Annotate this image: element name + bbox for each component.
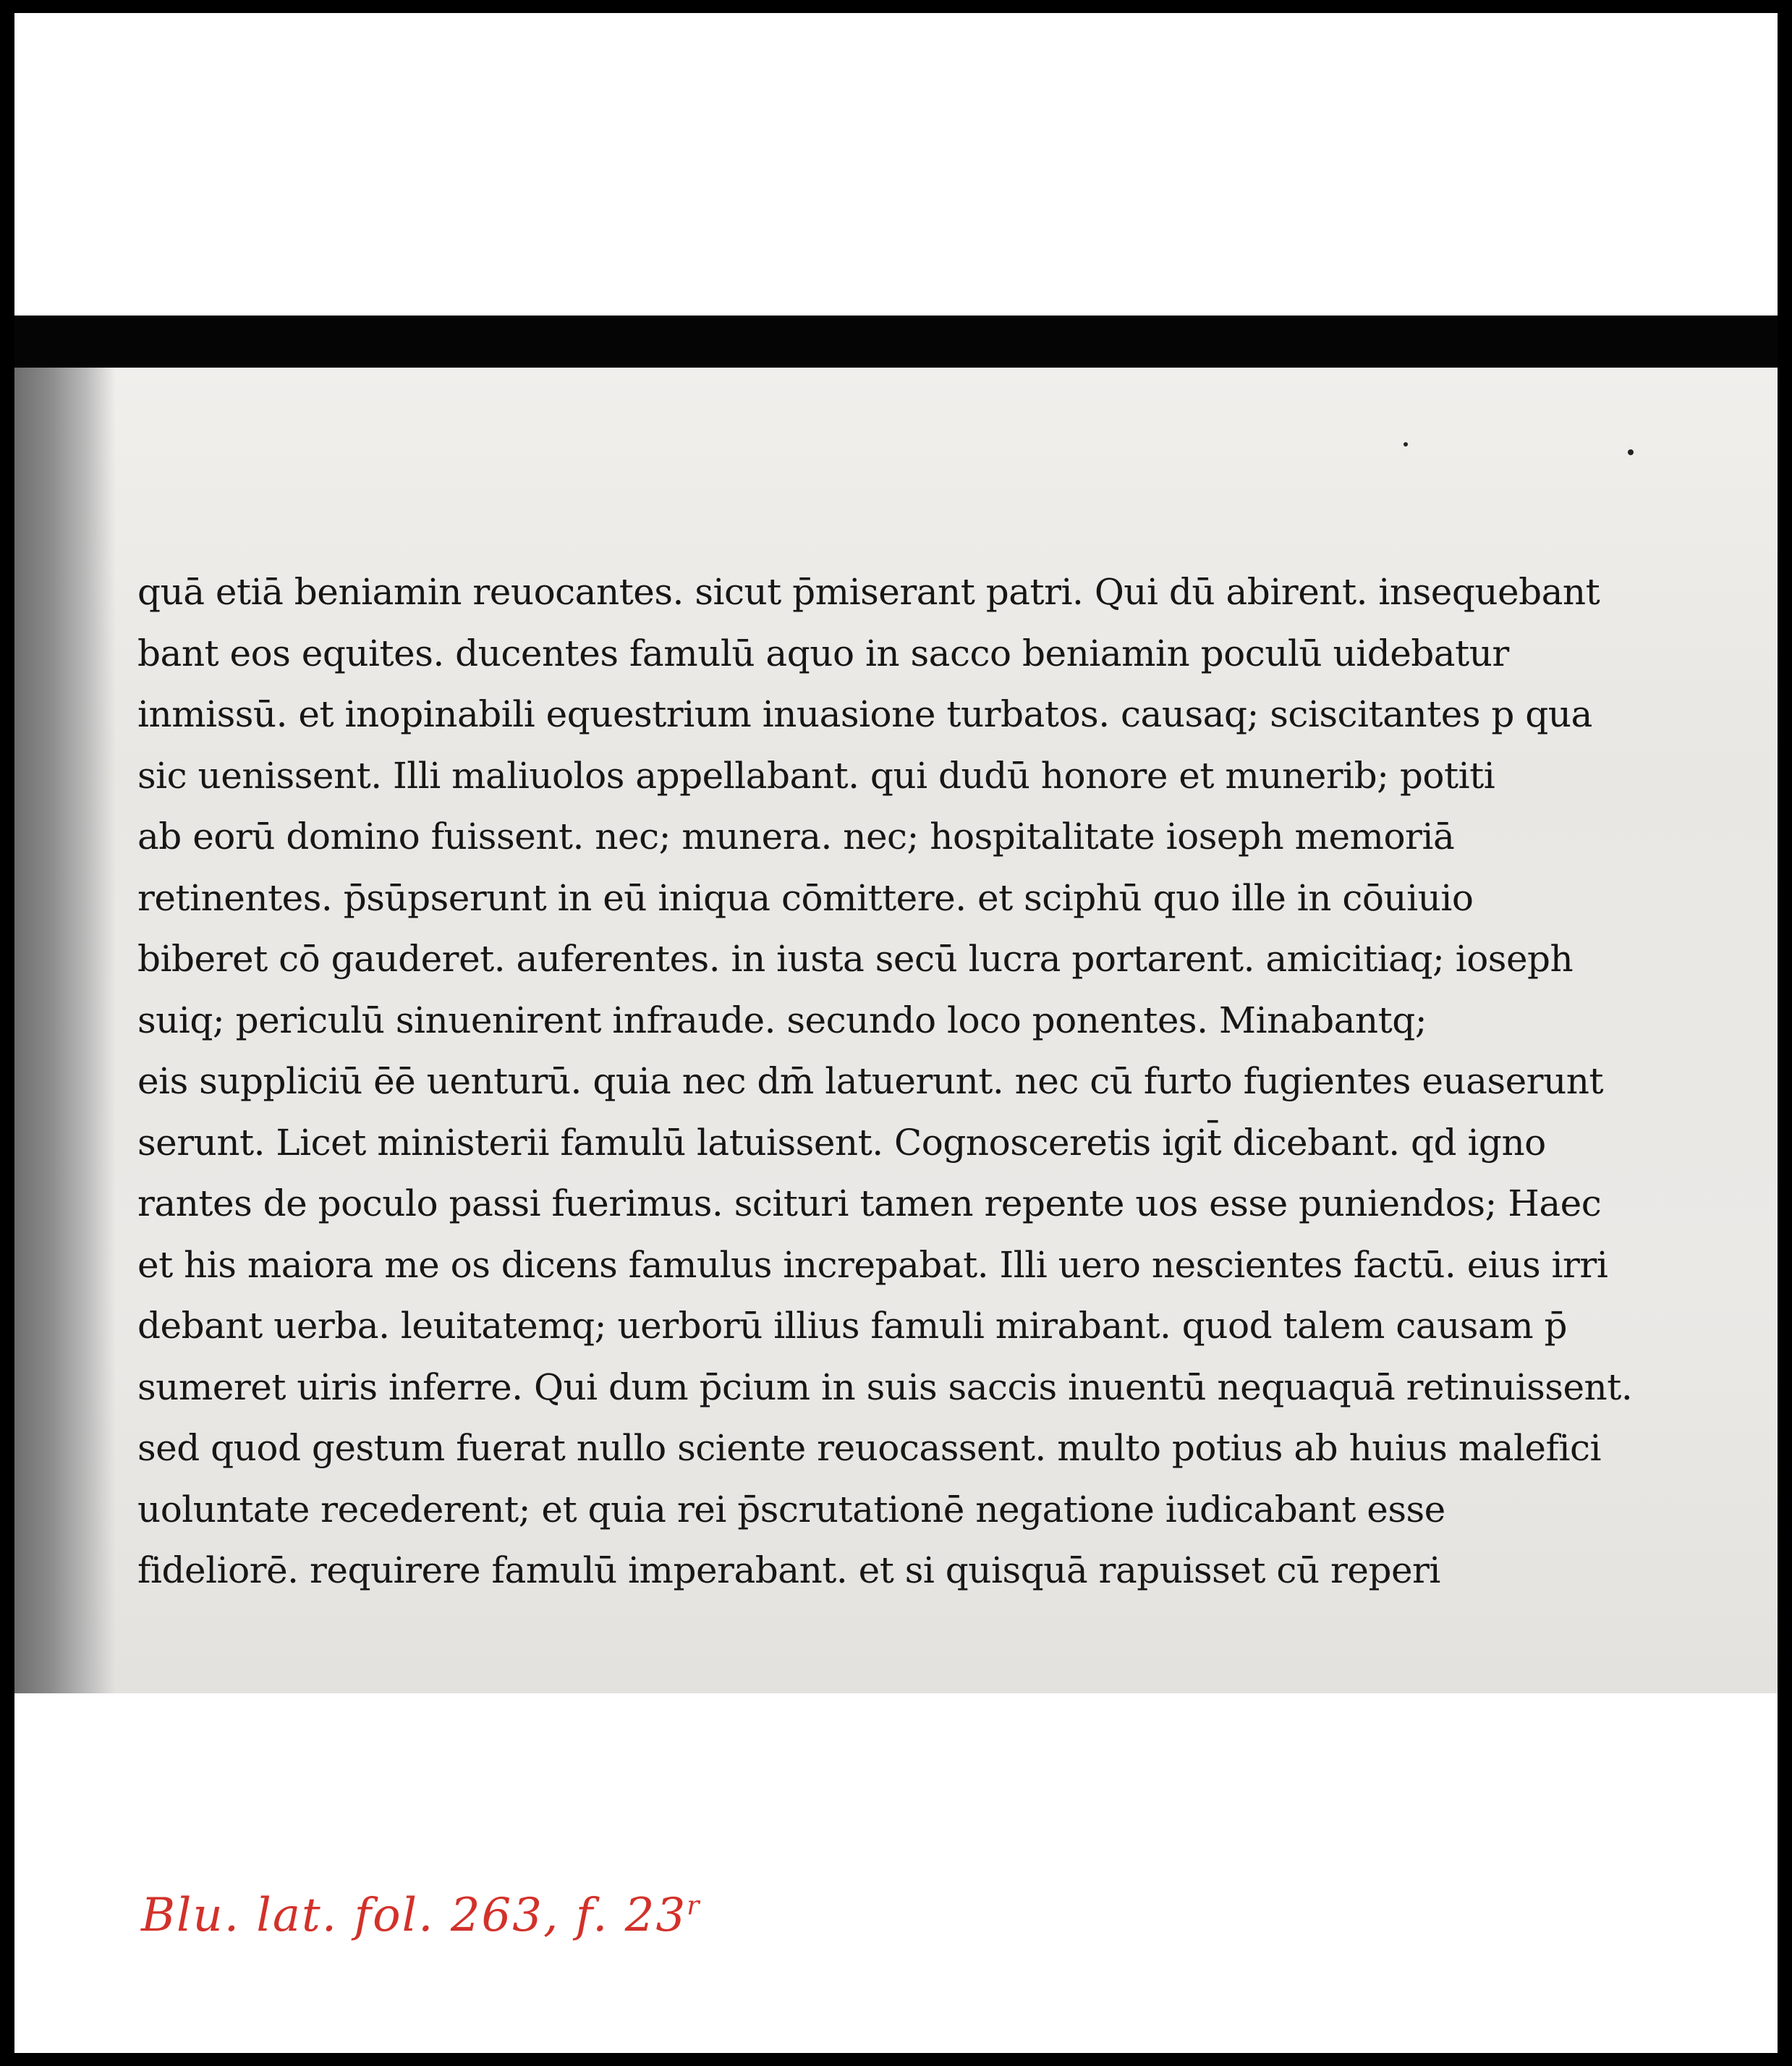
manuscript-page bbox=[14, 368, 1778, 1693]
text-line: bant eos equites. ducentes famulū aquo in sacco beniamin poculū uidebatur bbox=[137, 632, 1509, 674]
text-line: quā etiā beniamin reuocantes. sicut p̄miserant patri. Qui dū abirent. insequebant bbox=[137, 571, 1600, 613]
scan-sheet bbox=[14, 13, 1778, 2053]
text-line: rantes de poculo passi fuerimus. scituri tamen repente uos esse puniendos; Haec bbox=[137, 1182, 1602, 1224]
text-line: eis suppliciū ēē uenturū. quia nec dm̄ latuerunt. nec cū furto fugientes euaserunt bbox=[137, 1060, 1604, 1102]
ink-speck bbox=[1404, 442, 1408, 446]
text-line: debant uerba. leuitatemq; uerborū illius famuli mirabant. quod talem causam p̄ bbox=[137, 1305, 1568, 1347]
manuscript-text bbox=[137, 562, 1686, 1601]
ink-speck bbox=[1628, 449, 1634, 455]
text-line: biberet cō gauderet. auferentes. in iusta secū lucra portarent. amicitiaq; ioseph bbox=[137, 938, 1574, 980]
text-line: suiq; periculū sinuenirent infraude. secundo loco ponentes. Minabantq; bbox=[137, 999, 1427, 1041]
text-line: fideliorē. requirere famulū imperabant. et si quisquā rapuisset cū reperi bbox=[137, 1549, 1440, 1591]
shelfmark-superscript: r bbox=[687, 1891, 701, 1921]
shelfmark-text: Blu. lat. fol. 263, f. 23 bbox=[141, 1889, 687, 1942]
text-line: et his maiora me os dicens famulus increpabat. Illi uero nescientes factū. eius irri bbox=[137, 1243, 1608, 1286]
text-line: serunt. Licet ministerii famulū latuissent. Cognosceretis igit̄ dicebant. qd igno bbox=[137, 1121, 1546, 1164]
text-line: sic uenissent. Illi maliuolos appellabant. qui dudū honore et munerib; potiti bbox=[137, 754, 1495, 797]
text-line: retinentes. p̄sūpserunt in eū iniqua cōmittere. et sciphū quo ille in cōuiuio bbox=[137, 876, 1474, 919]
text-line: sed quod gestum fuerat nullo sciente reuocassent. multo potius ab huius malefici bbox=[137, 1427, 1602, 1469]
text-line: uoluntate recederent; et quia rei p̄scrutationē negatione iudicabant esse bbox=[137, 1488, 1445, 1531]
text-line: ab eorū domino fuissent. nec; munera. nec; hospitalitate ioseph memoriā bbox=[137, 816, 1455, 858]
text-line: inmissū. et inopinabili equestrium inuasione turbatos. causaq; sciscitantes p qua bbox=[137, 693, 1592, 735]
text-line: sumeret uiris inferre. Qui dum p̄cium in suis saccis inuentū nequaquā retinuissent. bbox=[137, 1366, 1633, 1408]
gutter-shadow bbox=[14, 368, 116, 1693]
shelfmark-annotation bbox=[141, 1889, 700, 1942]
